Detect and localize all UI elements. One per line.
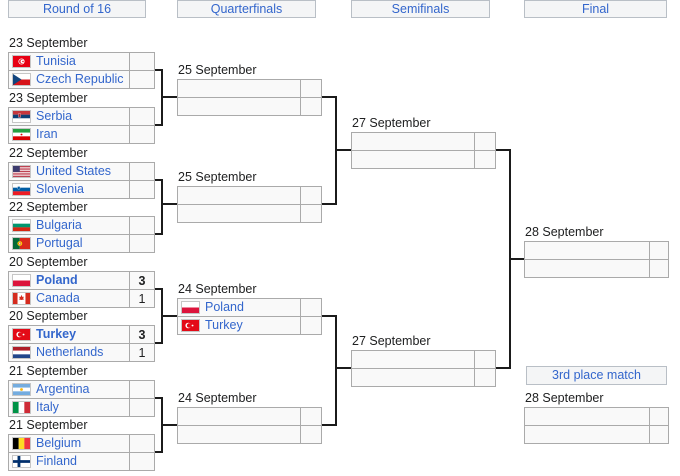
team-name-cell <box>178 317 300 334</box>
flag-serbia-icon <box>12 110 31 123</box>
team-row <box>178 204 321 222</box>
match-box-semifinals-1 <box>351 132 496 169</box>
match-box-round_of_16-4 <box>8 216 155 253</box>
team-row <box>178 408 321 425</box>
score-cell <box>474 351 495 368</box>
team-link-portugal[interactable]: Portugal <box>36 236 83 250</box>
team-link-argentina[interactable]: Argentina <box>36 382 90 396</box>
team-row-iran <box>9 125 154 143</box>
team-name-cell <box>525 242 649 259</box>
match-date-round_of_16-6: 20 September <box>9 309 88 323</box>
team-name-cell <box>9 71 129 88</box>
score-cell <box>129 53 154 70</box>
score-cell <box>300 408 321 425</box>
score-cell <box>649 408 668 425</box>
score-cell <box>300 317 321 334</box>
match-box-semifinals-2 <box>351 350 496 387</box>
match-box-round_of_16-7 <box>8 380 155 417</box>
team-row-canada <box>9 289 154 307</box>
team-link-netherlands[interactable]: Netherlands <box>36 345 104 359</box>
team-name-cell <box>9 53 129 70</box>
team-link-iran[interactable]: Iran <box>36 127 58 141</box>
team-name-cell <box>178 80 300 97</box>
team-name-cell <box>9 381 129 398</box>
score-cell <box>474 151 495 168</box>
team-link-poland[interactable]: Poland <box>205 300 244 314</box>
flag-portugal-icon <box>12 237 31 250</box>
match-box-round_of_16-1 <box>8 52 155 89</box>
team-row-finland <box>9 452 154 470</box>
match-date-semifinals-2: 27 September <box>352 334 431 348</box>
team-row-czech-republic <box>9 70 154 88</box>
match-box-round_of_16-8 <box>8 434 155 471</box>
team-link-czech-republic[interactable]: Czech Republic <box>36 72 124 86</box>
team-name-cell <box>352 133 474 150</box>
team-link-turkey[interactable]: Turkey <box>36 327 77 341</box>
team-row-bulgaria <box>9 217 154 234</box>
team-name-cell <box>9 344 129 361</box>
connector-line <box>163 203 177 205</box>
match-box-quarterfinals-3 <box>177 298 322 335</box>
team-name-cell <box>178 98 300 115</box>
team-name-cell <box>178 187 300 204</box>
team-name-cell <box>9 108 129 125</box>
team-row-united-states <box>9 163 154 180</box>
round-header-round-of-16[interactable]: Round of 16 <box>8 0 146 18</box>
team-name-cell <box>9 181 129 198</box>
score-cell <box>129 217 154 234</box>
team-row-tunisia <box>9 53 154 70</box>
team-row <box>525 259 668 277</box>
team-name-cell <box>9 435 129 452</box>
match-date-round_of_16-8: 21 September <box>9 418 88 432</box>
team-name-cell <box>178 426 300 443</box>
score-cell <box>300 80 321 97</box>
team-row <box>352 133 495 150</box>
match-date-quarterfinals-1: 25 September <box>178 63 257 77</box>
match-date-third_place_match-1: 28 September <box>525 391 604 405</box>
round-header-final[interactable]: Final <box>524 0 667 18</box>
team-name-cell <box>525 426 649 443</box>
flag-czech-republic-icon <box>12 73 31 86</box>
team-row-poland <box>178 299 321 316</box>
team-name-cell <box>9 163 129 180</box>
score-cell <box>300 187 321 204</box>
score-cell <box>129 71 154 88</box>
team-name-cell <box>9 217 129 234</box>
match-date-round_of_16-7: 21 September <box>9 364 88 378</box>
score-cell <box>300 98 321 115</box>
connector-line <box>322 203 335 205</box>
match-box-quarterfinals-1 <box>177 79 322 116</box>
connector-line <box>161 179 163 235</box>
team-link-italy[interactable]: Italy <box>36 400 59 414</box>
team-name-cell <box>352 151 474 168</box>
team-name-cell <box>352 351 474 368</box>
score-cell: 3 <box>129 272 154 289</box>
team-name-cell <box>178 205 300 222</box>
team-name-cell <box>9 272 129 289</box>
match-box-quarterfinals-2 <box>177 186 322 223</box>
connector-line <box>163 315 177 317</box>
match-box-round_of_16-3 <box>8 162 155 199</box>
team-row <box>352 368 495 386</box>
match-date-quarterfinals-2: 25 September <box>178 170 257 184</box>
team-name-cell <box>9 453 129 470</box>
team-row-slovenia <box>9 180 154 198</box>
flag-argentina-icon <box>12 383 31 396</box>
flag-turkey-icon <box>181 319 200 332</box>
match-date-round_of_16-4: 22 September <box>9 200 88 214</box>
flag-turkey-icon <box>12 328 31 341</box>
score-cell <box>474 369 495 386</box>
team-row <box>178 80 321 97</box>
connector-line <box>496 367 509 369</box>
match-date-quarterfinals-3: 24 September <box>178 282 257 296</box>
team-row-serbia <box>9 108 154 125</box>
team-name-cell <box>178 408 300 425</box>
score-cell <box>649 242 668 259</box>
team-row-netherlands <box>9 343 154 361</box>
flag-poland-icon <box>12 274 31 287</box>
score-cell: 1 <box>129 344 154 361</box>
team-link-belgium[interactable]: Belgium <box>36 436 82 450</box>
round-header-quarterfinals[interactable]: Quarterfinals <box>177 0 316 18</box>
team-row <box>178 97 321 115</box>
match-date-final-1: 28 September <box>525 225 604 239</box>
connector-line <box>337 149 351 151</box>
flag-netherlands-icon <box>12 346 31 359</box>
match-box-round_of_16-5 <box>8 271 155 308</box>
team-link-poland[interactable]: Poland <box>36 273 78 287</box>
flag-canada-icon <box>12 292 31 305</box>
team-name-cell <box>178 299 300 316</box>
match-box-round_of_16-6 <box>8 325 155 362</box>
connector-line <box>511 258 524 260</box>
flag-united-states-icon <box>12 165 31 178</box>
team-link-finland[interactable]: Finland <box>36 454 77 468</box>
team-link-bulgaria[interactable]: Bulgaria <box>36 218 82 232</box>
score-cell <box>300 299 321 316</box>
team-row-poland <box>9 272 154 289</box>
third-place-match-header[interactable]: 3rd place match <box>526 366 667 385</box>
flag-italy-icon <box>12 401 31 414</box>
connector-line <box>496 149 509 151</box>
team-link-united-states[interactable]: United States <box>36 164 112 178</box>
connector-line <box>337 367 351 369</box>
connector-line <box>163 424 177 426</box>
team-name-cell <box>9 290 129 307</box>
round-header-semifinals[interactable]: Semifinals <box>351 0 490 18</box>
team-name-cell <box>9 399 129 416</box>
score-cell <box>129 235 154 252</box>
match-date-round_of_16-3: 22 September <box>9 146 88 160</box>
score-cell <box>129 435 154 452</box>
score-cell: 1 <box>129 290 154 307</box>
team-row <box>352 351 495 368</box>
score-cell <box>129 163 154 180</box>
match-date-round_of_16-2: 23 September <box>9 91 88 105</box>
score-cell <box>649 260 668 277</box>
flag-belgium-icon <box>12 437 31 450</box>
team-row <box>352 150 495 168</box>
team-name-cell <box>9 326 129 343</box>
match-date-semifinals-1: 27 September <box>352 116 431 130</box>
match-box-round_of_16-2 <box>8 107 155 144</box>
match-date-round_of_16-1: 23 September <box>9 36 88 50</box>
score-cell <box>129 108 154 125</box>
team-link-canada[interactable]: Canada <box>36 291 80 305</box>
flag-slovenia-icon <box>12 183 31 196</box>
team-name-cell <box>9 126 129 143</box>
connector-line <box>335 315 337 426</box>
connector-line <box>322 424 335 426</box>
score-cell <box>129 381 154 398</box>
team-row-turkey <box>9 326 154 343</box>
team-row-argentina <box>9 381 154 398</box>
team-link-tunisia[interactable]: Tunisia <box>36 54 76 68</box>
score-cell <box>649 426 668 443</box>
score-cell <box>129 181 154 198</box>
team-link-serbia[interactable]: Serbia <box>36 109 73 123</box>
score-cell <box>129 126 154 143</box>
team-name-cell <box>525 260 649 277</box>
score-cell <box>300 426 321 443</box>
connector-line <box>322 96 335 98</box>
flag-tunisia-icon <box>12 55 31 68</box>
flag-finland-icon <box>12 455 31 468</box>
match-box-final-1 <box>524 241 669 278</box>
team-row-turkey <box>178 316 321 334</box>
team-row <box>178 187 321 204</box>
connector-line <box>322 315 335 317</box>
score-cell <box>474 133 495 150</box>
match-date-round_of_16-5: 20 September <box>9 255 88 269</box>
score-cell <box>129 399 154 416</box>
team-name-cell <box>9 235 129 252</box>
score-cell: 3 <box>129 326 154 343</box>
match-box-third_place_match-1 <box>524 407 669 444</box>
flag-iran-icon <box>12 128 31 141</box>
team-row-italy <box>9 398 154 416</box>
team-row <box>178 425 321 443</box>
team-name-cell <box>352 369 474 386</box>
team-link-turkey[interactable]: Turkey <box>205 318 243 332</box>
team-row <box>525 425 668 443</box>
team-row-portugal <box>9 234 154 252</box>
team-row-belgium <box>9 435 154 452</box>
score-cell <box>129 453 154 470</box>
team-link-slovenia[interactable]: Slovenia <box>36 182 84 196</box>
connector-line <box>163 96 177 98</box>
team-row <box>525 242 668 259</box>
score-cell <box>300 205 321 222</box>
match-date-quarterfinals-4: 24 September <box>178 391 257 405</box>
team-row <box>525 408 668 425</box>
flag-poland-icon <box>181 301 200 314</box>
flag-bulgaria-icon <box>12 219 31 232</box>
team-name-cell <box>525 408 649 425</box>
match-box-quarterfinals-4 <box>177 407 322 444</box>
